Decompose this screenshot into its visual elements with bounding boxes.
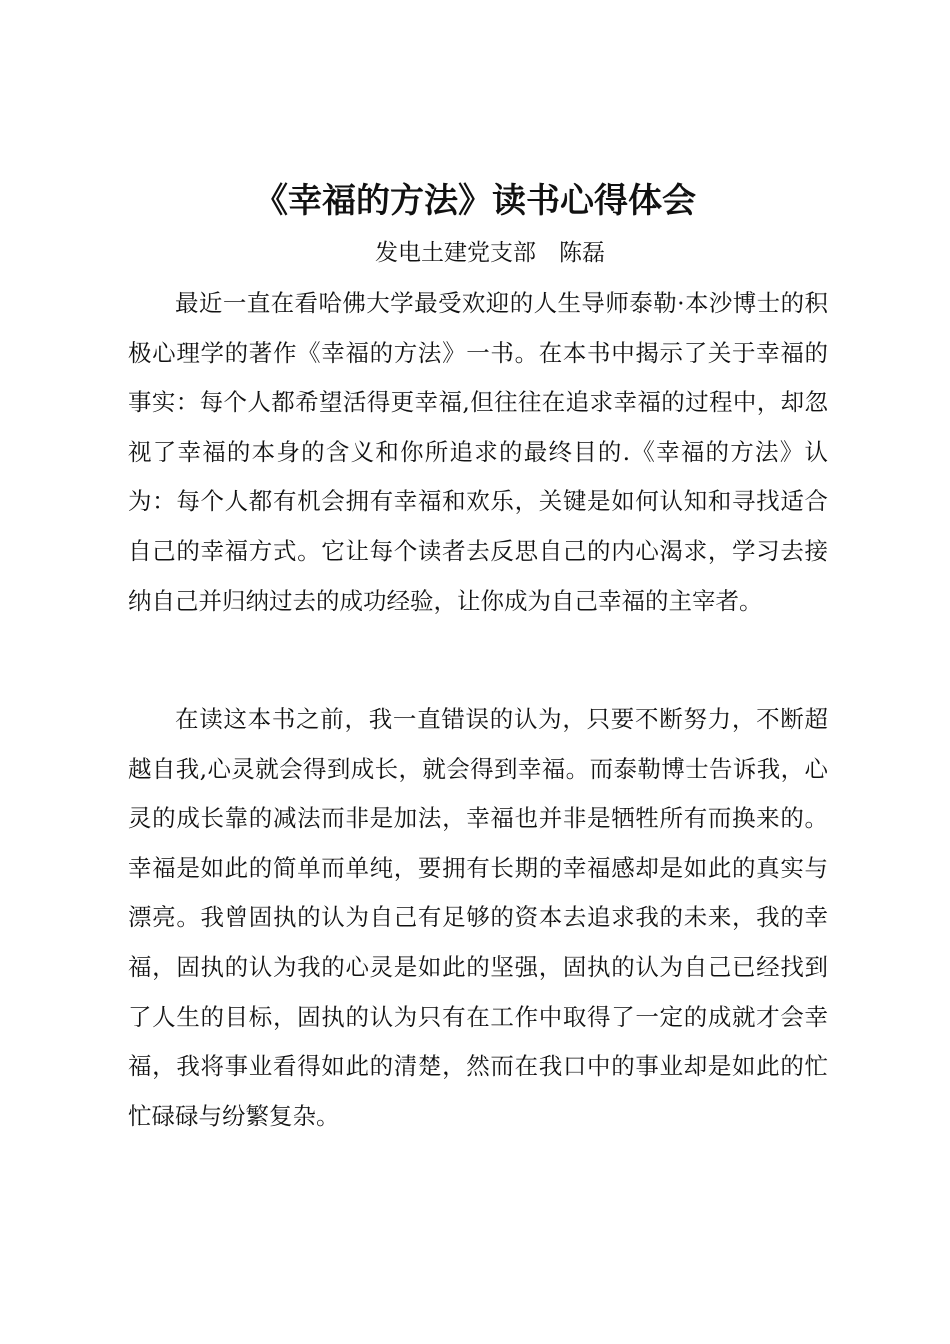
author-line: 发电土建党支部 陈磊 (375, 240, 605, 266)
document-title: 《幸福的方法》读书心得体会 (254, 181, 696, 221)
paragraph-1: 最近一直在看哈佛大学最受欢迎的人生导师泰勒·本沙博士的积极心理学的著作《幸福的方法》一书。在本书中揭示了关于幸福的事实：每个人都希望活得更幸福,但往往在追求幸福的过程中，却忽视了幸福的本身的含义和你所追求的最终目的.《幸福的方法》认为：每个人都有机会拥有幸福和欢乐，关键是如何认知和寻找适合自己的幸福方式。它让每个读者去反思自己的内心渴求，学习去接纳自己并归纳过去的成功经验，让你成为自己幸福的主宰者。 (128, 289, 828, 615)
paragraph-2: 在读这本书之前，我一直错误的认为，只要不断努力，不断超越自我,心灵就会得到成长，就会得到幸福。而泰勒博士告诉我，心灵的成长靠的减法而非是加法，幸福也并非是牺牲所有而换来的。幸福是如此的简单而单纯，要拥有长期的幸福感却是如此的真实与漂亮。我曾固执的认为自己有足够的资本去追求我的未来，我的幸福，固执的认为我的心灵是如此的坚强，固执的认为自己已经找到了人生的目标，固执的认为只有在工作中取得了一定的成就才会幸福，我将事业看得如此的清楚，然而在我口中的事业却是如此的忙忙碌碌与纷繁复杂。 (128, 705, 828, 1130)
